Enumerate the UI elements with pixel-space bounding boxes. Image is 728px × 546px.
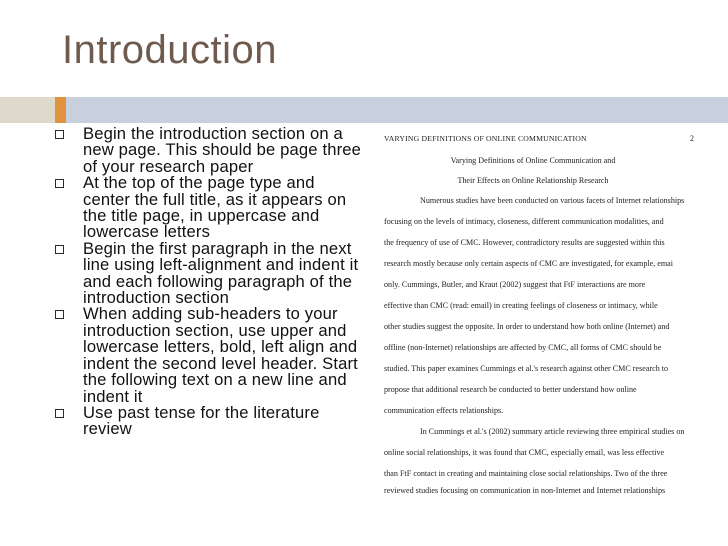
paper-text-line: offline (non-Internet) relationships are affected by CMC, all forms of CMC should be <box>384 343 662 352</box>
paper-text-line: studied. This paper examines Cummings et al.'s research against other CMC research to <box>384 364 669 373</box>
band-right-segment <box>66 97 728 123</box>
paper-text-line: In Cummings et al.'s (2002) summary article reviewing three empirical studies on <box>420 427 685 436</box>
square-bullet-icon <box>55 245 64 254</box>
paper-text-line: research mostly because only certain aspects of CMC are investigated, for example, emai <box>384 259 674 268</box>
paper-text-line: communication effects relationships. <box>384 406 504 415</box>
slide-title: Introduction <box>62 28 278 72</box>
title-divider-band <box>0 97 728 123</box>
square-bullet-icon <box>55 310 64 319</box>
bullet-list <box>52 126 364 438</box>
band-left-segment <box>0 97 55 123</box>
paper-text-line: focusing on the levels of intimacy, closeness, different communication modalities, and <box>384 217 664 226</box>
paper-running-head: VARYING DEFINITIONS OF ONLINE COMMUNICATION <box>384 134 587 143</box>
bullet-item <box>52 126 364 175</box>
square-bullet-icon <box>55 130 64 139</box>
square-bullet-icon <box>55 179 64 188</box>
paper-page-number: 2 <box>690 134 694 143</box>
paper-text-line: Numerous studies have been conducted on various facets of Internet relationships <box>420 196 685 205</box>
bullet-text: When adding sub-headers to your introduction section, use upper and lowercase letters, bold, left align and indent the second level header. Start the following text on a new line and indent it <box>83 304 358 406</box>
bullet-text: At the top of the page type and center the full title, as it appears on the title page, in uppercase and lowercase letters <box>83 173 347 242</box>
paper-text-line: effective than CMC (read: email) in creating feelings of closeness or intimacy, while <box>384 301 658 310</box>
bullet-text: Begin the introduction section on a new page. This should be page three of your research paper <box>83 124 362 176</box>
paper-text-line: than FtF contact in creating and maintaining close social relationships. Two of the three <box>384 469 668 478</box>
paper-text-line: online social relationships, it was found that CMC, especially email, was less effective <box>384 448 665 457</box>
bullet-item <box>52 402 364 439</box>
paper-text-line: reviewed studies focusing on communication in non-Internet and Internet relationships <box>384 486 666 495</box>
bullet-item <box>52 238 364 308</box>
paper-title-line: Their Effects on Online Relationship Research <box>457 176 609 185</box>
sample-paper-page <box>378 128 696 495</box>
band-accent-segment <box>55 97 66 123</box>
paper-text-line: propose that additional research be conducted to better understand how online <box>384 385 637 394</box>
bullet-text: Use past tense for the literature review <box>83 402 320 439</box>
square-bullet-icon <box>55 409 64 418</box>
bullet-item <box>52 175 364 241</box>
paper-title-line: Varying Definitions of Online Communication and <box>450 156 616 165</box>
bullet-item <box>52 306 364 404</box>
paper-text-line: only. Cummings, Butler, and Kraut (2002) suggest that FtF interactions are more <box>384 280 646 289</box>
paper-text-line: the frequency of use of CMC. However, contradictory results are suggested within this <box>384 238 665 247</box>
bullet-text: Begin the first paragraph in the next line using left-alignment and indent it and each following paragraph of the introduction section <box>83 238 359 308</box>
paper-text-line: other studies suggest the opposite. In order to understand how both online (Internet) and <box>384 322 670 331</box>
